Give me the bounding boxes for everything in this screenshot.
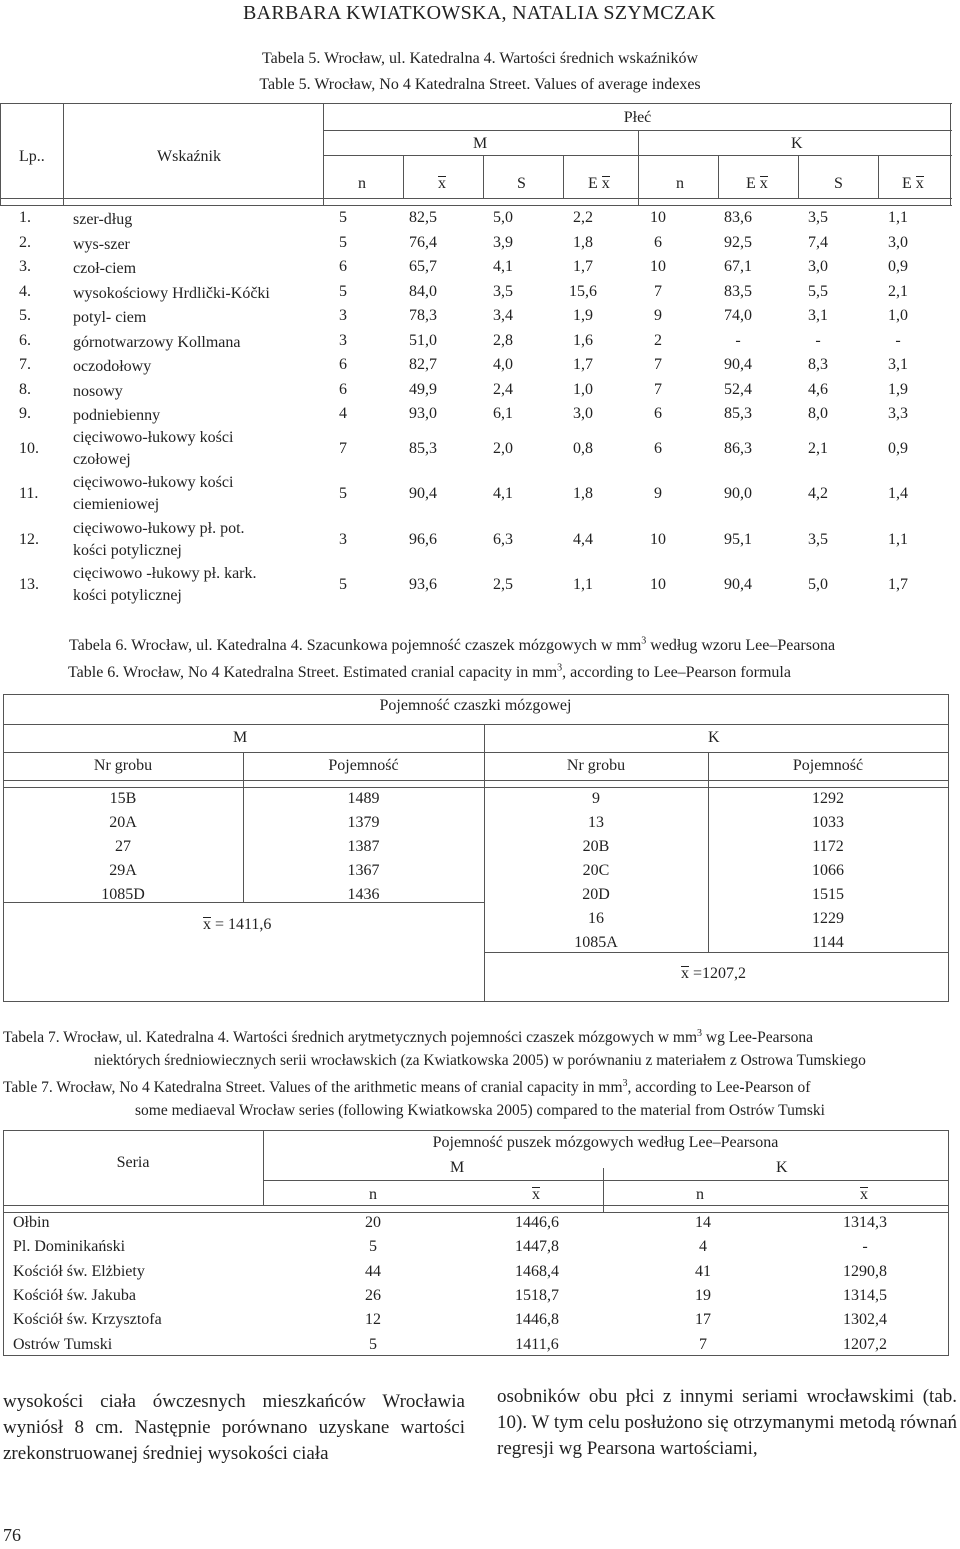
row-value: 76,4	[409, 233, 437, 251]
k-n: 4	[699, 1238, 707, 1256]
row-name: nosowy	[73, 382, 123, 400]
series-name: Kościół św. Krzysztofa	[13, 1311, 162, 1329]
table-row	[484, 814, 948, 838]
body-text-left: wysokości ciała ówczesnych mieszkańców Wrocławia wyniósł 8 cm. Następnie porównano uzyskane wartości zrekonstruowanej średniej wysokości ciała	[3, 1391, 465, 1464]
row-value: 3,4	[493, 307, 513, 324]
series-name: Kościół św. Elżbiety	[13, 1262, 145, 1280]
capacity-value: 1515	[812, 886, 844, 903]
row-value: 7	[654, 380, 662, 398]
row-value: 2,1	[808, 439, 828, 457]
row-value: 9	[654, 485, 662, 502]
m-n: 5	[369, 1335, 377, 1353]
table-row	[3, 1238, 948, 1262]
table-row	[484, 838, 948, 862]
k-mean: 1290,8	[843, 1262, 887, 1280]
m-n: 20	[365, 1214, 381, 1231]
sub-k-ex2: E x	[902, 175, 924, 192]
capacity-value: 1033	[812, 814, 844, 831]
row-value: 5	[339, 485, 347, 502]
row-value: 5,0	[493, 209, 513, 226]
capacity-value: 1379	[347, 814, 380, 831]
row-value: 0,9	[888, 439, 908, 457]
row-value: 6	[654, 405, 662, 422]
row-value: 9	[654, 307, 662, 324]
grave-number: 13	[588, 814, 604, 831]
row-value: 8,0	[808, 405, 828, 422]
table-row	[0, 379, 952, 404]
table6-caption-en: Table 6. Wrocław, No 4 Katedralna Street. Estimated cranial capacity in $mm^3$, according to Lee–Pearson formula	[68, 662, 791, 681]
sub-m-n: n	[358, 175, 366, 192]
row-name: szer-dług	[73, 211, 133, 228]
capacity-value: 1144	[812, 934, 844, 951]
table-row	[484, 790, 948, 814]
row-value: -	[815, 331, 821, 349]
table7-sub-m-mean: x	[532, 1186, 540, 1203]
row-value: 5	[339, 233, 347, 251]
row-value: 4,6	[808, 380, 828, 398]
row-lp: 4.	[19, 282, 31, 300]
table6-title: Pojemność czaszki mózgowej	[379, 697, 572, 714]
row-value: 85,3	[409, 439, 437, 457]
row-value: 5	[339, 282, 347, 300]
row-name: podniebienny	[73, 407, 161, 424]
row-value: 3	[339, 530, 347, 548]
row-lp: 10.	[19, 439, 39, 457]
row-value: 15,6	[569, 282, 597, 300]
grave-number: 15B	[109, 790, 137, 807]
grave-number: 20B	[582, 838, 610, 855]
table-row	[3, 814, 484, 838]
col-m: M	[473, 135, 488, 152]
row-value: 3,5	[808, 530, 828, 548]
table5-caption-pl: Tabela 5. Wrocław, ul. Katedralna 4. Wartości średnich wskaźników	[261, 50, 699, 67]
table-row	[0, 519, 952, 565]
sub-k-n: n	[676, 175, 684, 192]
row-lp: 7.	[19, 356, 31, 373]
capacity-value: 1387	[347, 838, 380, 855]
row-value: 7	[654, 282, 662, 300]
table-row	[0, 564, 952, 610]
row-value: 10	[650, 576, 666, 593]
row-value: 10	[650, 530, 666, 548]
row-value: 90,0	[724, 485, 752, 502]
k-mean: -	[862, 1238, 868, 1256]
row-value: 1,8	[573, 485, 593, 502]
grave-number: 1085D	[101, 886, 145, 903]
col-k: K	[791, 135, 803, 152]
row-value: 3	[339, 331, 347, 349]
row-value: 5,0	[808, 576, 828, 593]
table7-sub-m-n: n	[369, 1186, 377, 1203]
row-value: 3,1	[888, 356, 908, 373]
row-value: 4	[339, 405, 347, 422]
table-row	[3, 1287, 948, 1311]
row-lp: 12.	[19, 530, 39, 548]
row-lp: 1.	[19, 209, 31, 226]
m-n: 12	[365, 1311, 381, 1329]
row-value: 1,6	[573, 331, 593, 349]
row-name: potyl- ciem	[73, 309, 147, 326]
row-lp: 13.	[19, 576, 39, 593]
row-value: 52,4	[724, 380, 752, 398]
row-value: 90,4	[724, 356, 752, 373]
k-n: 14	[695, 1214, 711, 1231]
row-lp: 6.	[19, 331, 31, 349]
row-value: 3,5	[808, 209, 828, 226]
table6-mean-m: x = 1411,6	[203, 916, 272, 933]
table-row	[0, 232, 952, 257]
row-value: 1,7	[573, 258, 593, 275]
row-value: 7	[654, 356, 662, 373]
table-row	[484, 934, 948, 958]
row-value: 74,0	[724, 307, 752, 324]
page-number: 76	[3, 1525, 21, 1545]
row-value: 2,2	[573, 209, 593, 226]
table-row	[3, 838, 484, 862]
row-value: 7	[339, 439, 347, 457]
row-value: 3,0	[888, 233, 908, 251]
table-row	[0, 330, 952, 355]
table7-caption-pl: Tabela 7. Wrocław, ul. Katedralna 4. Wartości średnich arytmetycznych pojemności czaszek mózgowych w $mm^3$ wg Lee-Pearsona	[3, 1027, 814, 1046]
row-name: górnotwarzowy Kollmana	[73, 333, 241, 351]
table7-caption-en-line2: some mediaeval Wrocław series (following Kwiatkowska 2005) compared to the material from Ostrów Tumski	[135, 1102, 825, 1119]
table-row	[0, 428, 952, 474]
table7-caption-en: Table 7. Wrocław, No 4 Katedralna Street. Values of the arithmetic means of cranial capacity in $mm^3$, according to Lee-Pearson of	[3, 1077, 811, 1096]
row-value: 3,9	[493, 233, 513, 251]
row-value: 5,5	[808, 282, 828, 300]
table-row	[0, 305, 952, 330]
table6-col-grave-k: Nr grobu	[566, 757, 626, 774]
capacity-value: 1489	[347, 790, 380, 807]
row-value: 51,0	[409, 331, 437, 349]
col-index: Wskaźnik	[157, 148, 221, 165]
table-row	[0, 403, 952, 428]
col-lp: Lp..	[19, 148, 45, 165]
row-value: 85,3	[724, 405, 752, 422]
row-value: 3	[339, 307, 347, 324]
table7	[3, 1130, 948, 1356]
row-value: 93,6	[409, 576, 437, 593]
k-n: 17	[695, 1311, 711, 1329]
row-value: 83,5	[724, 282, 752, 300]
m-mean: 1518,7	[515, 1286, 559, 1304]
row-lp: 5.	[19, 307, 31, 324]
table-row	[484, 862, 948, 886]
table6-mean-k: x =1207,2	[681, 965, 747, 982]
row-value: 8,3	[808, 356, 828, 373]
table-row	[3, 1214, 948, 1238]
k-n: 7	[699, 1335, 707, 1353]
row-name: cięciwowo-łukowy kości ciemieniowej	[73, 474, 234, 513]
row-value: 1,8	[573, 233, 593, 251]
capacity-value: 1292	[812, 790, 844, 807]
table7-col-series: Seria	[116, 1154, 150, 1171]
row-value: 65,7	[409, 258, 437, 275]
series-name: Ołbin	[13, 1214, 50, 1231]
row-value: -	[735, 331, 741, 349]
m-mean: 1446,6	[515, 1214, 559, 1231]
row-name: cięciwowo-łukowy pł. pot. kości potylicznej	[73, 519, 245, 559]
row-value: 3,0	[573, 405, 593, 422]
m-mean: 1446,8	[515, 1311, 559, 1329]
row-value: 95,1	[724, 530, 752, 548]
row-lp: 3.	[19, 258, 31, 275]
table7-m: M	[450, 1159, 465, 1176]
grave-number: 29A	[109, 862, 137, 879]
row-value: 2,5	[493, 576, 513, 593]
row-value: 67,1	[724, 258, 752, 275]
grave-number: 16	[588, 910, 604, 927]
table-row	[3, 1311, 948, 1335]
running-title: BARBARA KWIATKOWSKA, NATALIA SZYMCZAK	[243, 2, 716, 24]
body-text-right: osobników obu płci z innymi seriami wrocławskimi (tab. 10). W tym celu posłużono się otrzymanymi metodą równań regresji wg Pearsona wartościami,	[497, 1386, 957, 1459]
row-value: 1,7	[573, 356, 593, 373]
sub-m-mean: x	[438, 175, 446, 192]
table7-sub-k-n: n	[696, 1186, 704, 1203]
row-value: 6,1	[493, 405, 513, 422]
table-row	[3, 1263, 948, 1287]
row-value: 1,1	[888, 530, 908, 548]
row-value: 3,1	[808, 307, 828, 324]
row-value: 6	[654, 233, 662, 251]
row-value: 84,0	[409, 282, 437, 300]
grave-number: 27	[115, 838, 131, 855]
row-name: wysokościowy Hrdlički-Kóčki	[73, 284, 270, 302]
row-value: 4,2	[808, 485, 828, 502]
table-row	[484, 886, 948, 910]
row-value: 90,4	[409, 485, 437, 502]
table-row	[0, 281, 952, 306]
row-value: 1,1	[888, 209, 908, 226]
row-value: 93,0	[409, 405, 437, 422]
table7-caption-pl-line2: niektórych średniowiecznych serii wrocławskich (za Kwiatkowska 2005) w porównaniu z materiałem z Ostrowa Tumskiego	[94, 1052, 866, 1069]
row-value: 6	[339, 380, 347, 398]
table7-k: K	[776, 1159, 788, 1176]
grave-number: 20D	[582, 886, 610, 903]
table-row	[3, 1336, 948, 1360]
sub-k-s: S	[834, 175, 843, 192]
row-value: 83,6	[724, 209, 752, 226]
row-value: 1,0	[888, 307, 908, 324]
table6	[3, 694, 948, 1002]
row-value: 92,5	[724, 233, 752, 251]
k-mean: 1207,2	[843, 1335, 887, 1353]
table6-col-cap-m: Pojemność	[328, 757, 399, 774]
row-value: 1,7	[888, 576, 908, 593]
row-value: 90,4	[724, 576, 752, 593]
row-value: 1,0	[573, 380, 593, 398]
m-n: 26	[365, 1286, 381, 1304]
m-n: 44	[365, 1262, 381, 1280]
table6-caption-pl: Tabela 6. Wrocław, ul. Katedralna 4. Szacunkowa pojemność czaszek mózgowych w $mm^3$ według wzoru Lee–Pearsona	[69, 635, 836, 654]
grave-number: 20C	[582, 862, 610, 879]
table6-k: K	[708, 729, 720, 746]
table5-caption-en: Table 5. Wrocław, No 4 Katedralna Street. Values of average indexes	[259, 76, 701, 93]
row-value: 49,9	[409, 380, 437, 398]
row-value: 5	[339, 209, 347, 226]
row-value: 96,6	[409, 530, 437, 548]
row-value: 4,4	[573, 530, 593, 548]
m-mean: 1447,8	[515, 1238, 559, 1256]
row-value: 82,5	[409, 209, 437, 226]
capacity-value: 1367	[347, 862, 380, 879]
sub-k-ex1: E x	[746, 175, 768, 192]
row-name: wys-szer	[73, 235, 130, 253]
m-n: 5	[369, 1238, 377, 1256]
sub-m-s: S	[517, 175, 526, 192]
row-lp: 8.	[19, 380, 31, 398]
row-name: cięciwowo-łukowy kości czołowej	[73, 428, 234, 468]
series-name: Kościół św. Jakuba	[13, 1286, 136, 1304]
row-name: czoł-ciem	[73, 260, 137, 277]
k-mean: 1314,3	[843, 1214, 887, 1231]
table6-m: M	[233, 729, 248, 746]
row-value: 78,3	[409, 307, 437, 324]
table-row	[484, 910, 948, 934]
row-value: 1,4	[888, 485, 908, 502]
row-value: 1,9	[888, 380, 908, 398]
series-name: Ostrów Tumski	[13, 1335, 113, 1353]
sub-m-ex: E x	[588, 175, 610, 192]
grave-number: 20A	[109, 814, 137, 831]
table-row	[3, 790, 484, 814]
grave-number: 1085A	[574, 934, 618, 951]
table-row	[0, 207, 952, 232]
row-value: 10	[650, 209, 666, 226]
row-value: 82,7	[409, 356, 437, 373]
row-value: 3,0	[808, 258, 828, 275]
table5	[0, 103, 952, 609]
k-mean: 1314,5	[843, 1286, 887, 1304]
row-lp: 11.	[19, 485, 39, 502]
capacity-value: 1066	[812, 862, 844, 879]
m-mean: 1411,6	[515, 1335, 559, 1353]
row-value: 5	[339, 576, 347, 593]
row-value: -	[895, 331, 901, 349]
series-name: Pl. Dominikański	[13, 1238, 126, 1256]
row-value: 2,8	[493, 331, 513, 349]
row-value: 4,1	[493, 258, 513, 275]
row-value: 4,0	[493, 356, 513, 373]
table-row	[0, 256, 952, 281]
row-value: 4,1	[493, 485, 513, 502]
row-lp: 2.	[19, 233, 31, 251]
row-value: 2	[654, 331, 662, 349]
row-lp: 9.	[19, 405, 31, 422]
capacity-value: 1229	[812, 910, 844, 927]
m-mean: 1468,4	[515, 1262, 559, 1280]
row-name: cięciwowo -łukowy pł. kark. kości potylicznej	[73, 565, 257, 604]
k-n: 19	[695, 1286, 711, 1304]
row-value: 0,8	[573, 439, 593, 457]
table-row	[3, 886, 484, 910]
row-value: 2,4	[493, 380, 513, 398]
table-row	[3, 862, 484, 886]
col-sex: Płeć	[623, 109, 652, 126]
k-mean: 1302,4	[843, 1311, 887, 1329]
row-value: 3,5	[493, 282, 513, 300]
grave-number: 9	[592, 790, 600, 807]
row-value: 86,3	[724, 439, 752, 457]
row-value: 6	[339, 356, 347, 373]
k-n: 41	[695, 1262, 711, 1280]
row-value: 1,9	[573, 307, 593, 324]
row-value: 10	[650, 258, 666, 275]
row-value: 1,1	[573, 576, 593, 593]
capacity-value: 1172	[812, 838, 844, 855]
table-row	[0, 354, 952, 379]
table7-title: Pojemność puszek mózgowych według Lee–Pearsona	[432, 1134, 779, 1151]
table6-col-grave-m: Nr grobu	[93, 757, 153, 774]
table6-col-cap-k: Pojemność	[792, 757, 864, 774]
row-value: 7,4	[808, 233, 828, 251]
capacity-value: 1436	[347, 886, 380, 903]
table-row	[0, 473, 952, 519]
row-name: oczodołowy	[73, 358, 152, 375]
row-value: 2,1	[888, 282, 908, 300]
row-value: 6	[654, 439, 662, 457]
row-value: 0,9	[888, 258, 908, 275]
row-value: 3,3	[888, 405, 908, 422]
row-value: 6,3	[493, 530, 513, 548]
row-value: 2,0	[493, 439, 513, 457]
table7-sub-k-mean: x	[860, 1186, 868, 1203]
row-value: 6	[339, 258, 347, 275]
